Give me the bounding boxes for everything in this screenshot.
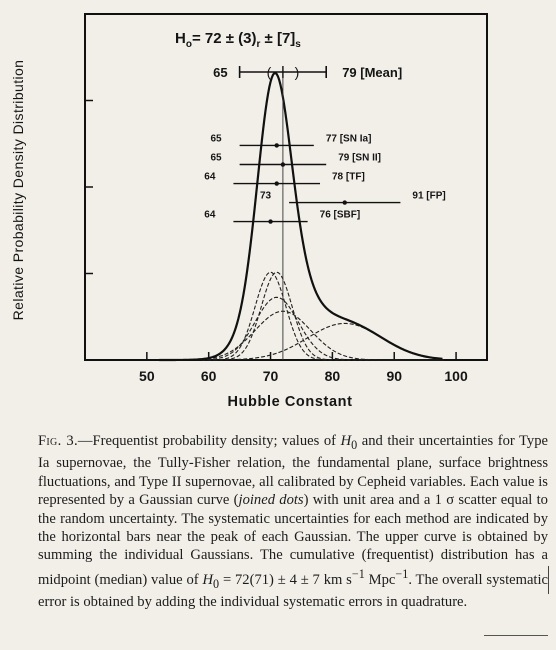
caption-h0-symbol: H [340, 433, 352, 449]
caption-text-6: . The overall systematic error is obtained by adding the individual systematic errors in quadrature. [38, 571, 549, 610]
method-low-label: 64 [204, 209, 216, 221]
caption-h0-symbol-2: H [202, 571, 214, 588]
method-high-label: 91 [FP] [412, 190, 446, 202]
mean-low-label: 65 [213, 65, 228, 80]
caption-text-3: ) with unit area and a 1 σ scatter equal to the random uncertainty. The systematic uncertainties for each method are indicated by the horizontal bars near the peak of each Gaussian. The upper curve is obtained by summing the individual Gaussians. The cumulative (frequentist) distribution has a midpoint (median) value of [38, 492, 548, 588]
h0-title: $H_o= 72 \pm (3)_r \pm [7]_s$ [175, 30, 301, 50]
summed-curve [159, 73, 442, 360]
x-tick-label: 50 [139, 368, 155, 384]
figure-label: Fig. 3. [38, 433, 78, 449]
caption-italic-joined-dots: joined dots [238, 492, 304, 509]
x-tick-label: 70 [262, 368, 279, 384]
gaussian-curve [159, 272, 443, 360]
x-tick-label: 100 [444, 368, 468, 384]
gaussian-curve [159, 272, 443, 360]
caption-text-2: and their uncertainties for Type Ia supernovae, the Tully-Fisher relation, the fundamental plane, surface brightness fluctuations, and Type II supernovae, all calibrated by Cepheid variables. Each value is represented by a Gaussian curve ( [38, 433, 548, 509]
method-low-label: 73 [259, 190, 272, 202]
caption-text-1: —Frequentist probability density; values of [77, 433, 341, 449]
gaussian-curves [159, 70, 446, 360]
caption-exponent-2: −1 [395, 566, 409, 581]
method-high-label: 78 [TF] [332, 171, 365, 183]
figure-caption [38, 432, 548, 611]
method-point [343, 200, 347, 204]
x-tick-label: 60 [200, 368, 217, 384]
method-high-label: 79 [SN II] [338, 152, 381, 164]
systematic-bars [204, 64, 445, 224]
caption-exponent-1: −1 [351, 566, 365, 581]
method-low-label: 64 [204, 171, 216, 183]
method-point [275, 143, 279, 147]
method-high-label: 76 [SBF] [319, 209, 361, 221]
method-point [275, 181, 279, 185]
x-tick-label: 80 [324, 368, 341, 384]
method-high-label: 77 [SN Ia] [325, 133, 372, 145]
margin-pencil-underline [484, 635, 548, 636]
x-axis-label: Hubble Constant [227, 394, 353, 410]
x-tick-label: 90 [386, 368, 403, 384]
method-point [281, 162, 285, 166]
mean-high-label: 79 [Mean] [342, 65, 403, 80]
gaussian-curve [159, 297, 443, 360]
mean-paren-right: ) [294, 64, 300, 80]
method-low-label: 65 [210, 133, 222, 145]
caption-text-5: Mpc [364, 571, 396, 588]
method-point [268, 219, 272, 223]
mean-paren-left: ( [266, 64, 272, 80]
method-low-label: 65 [210, 152, 222, 164]
gaussian-curve [159, 323, 443, 360]
caption-text-4: = 72(71) ± 4 ± 7 km s [219, 571, 352, 588]
margin-pencil-mark [548, 566, 555, 594]
caption-h0-subscript-2: 0 [213, 576, 220, 591]
axis-ticks [85, 101, 468, 385]
caption-h0-subscript: 0 [351, 437, 358, 452]
y-axis-label: Relative Probability Density Distribution [10, 59, 26, 321]
